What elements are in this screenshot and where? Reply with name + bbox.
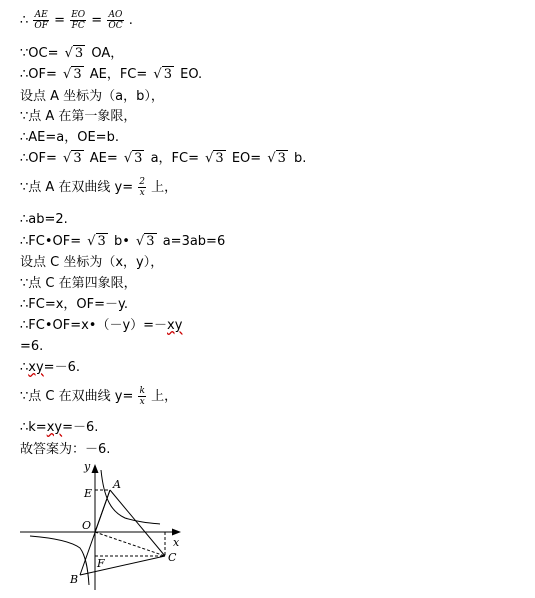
text-span: ∴OF=: [20, 67, 62, 82]
text-span: 故答案为：－6.: [20, 442, 111, 457]
sqrt-radicand: 3: [134, 151, 143, 166]
fraction-denominator: x: [139, 397, 145, 407]
text-span: =: [87, 13, 107, 28]
fraction-numerator: AE: [34, 10, 48, 20]
text-span: ∵点 C 在第四象限，: [20, 276, 137, 291]
underlined-term: xy: [167, 318, 183, 333]
text-span: ∴OF=: [20, 151, 62, 166]
text-span: EO=: [227, 151, 266, 166]
text-span: .: [124, 13, 133, 28]
sqrt-radical: √ 3: [153, 67, 172, 82]
fraction-numerator: 2: [139, 177, 146, 187]
text-span: =: [50, 13, 70, 28]
sqrt-radical: √ 3: [123, 151, 143, 166]
text-span: ∵OC=: [20, 46, 63, 61]
text-span: ∵点 A 在双曲线 y=: [20, 180, 138, 195]
fraction-numerator: k: [139, 386, 145, 396]
label-O: O: [82, 519, 92, 532]
text-span: =－6.: [62, 420, 99, 435]
text-span: EO.: [176, 67, 203, 82]
sqrt-radical: √ 3: [205, 151, 224, 166]
text-span: 上，: [147, 180, 178, 195]
fraction-denominator: x: [139, 188, 145, 198]
sqrt-radicand: 3: [73, 67, 82, 82]
text-span: ∵点 A 在第一象限，: [20, 109, 137, 124]
sqrt-radical: √ 3: [136, 234, 155, 249]
text-span: ∴AE=a，OE=b.: [20, 130, 119, 145]
text-span: b.: [289, 151, 307, 166]
text-span: ∴FC•OF=: [20, 234, 86, 249]
segment-AO: [95, 490, 110, 532]
sqrt-radicand: 3: [97, 234, 106, 249]
text-span: b•: [109, 234, 134, 249]
text-span: a，FC=: [146, 151, 204, 166]
label-y: y: [84, 460, 91, 473]
label-F: F: [97, 557, 105, 570]
fraction-numerator: EO: [71, 10, 86, 20]
underlined-term: xy: [46, 420, 63, 435]
label-A: A: [113, 478, 121, 491]
hyperbola-first-quadrant: [101, 470, 160, 524]
y-axis-arrow: [92, 464, 99, 473]
text-span: a=3ab=6: [158, 234, 226, 249]
text-span: 上，: [146, 389, 178, 404]
sqrt-radical: √ 3: [267, 151, 286, 166]
x-axis-arrow: [172, 529, 181, 536]
sqrt-radical: √ 3: [63, 151, 82, 166]
text-span: ∴FC•OF=x•（－y）=－: [20, 318, 168, 333]
hyperbola-second-quadrant: [30, 536, 89, 585]
fraction-denominator: OC: [108, 21, 123, 31]
label-x: x: [173, 536, 180, 549]
sqrt-radical: √ 3: [87, 234, 106, 249]
sqrt-radicand: 3: [146, 234, 155, 249]
sqrt-radicand: 3: [163, 67, 172, 82]
text-span: 设点 A 坐标为（a，b），: [20, 89, 164, 104]
text-span: ∴FC=x，OF=－y.: [20, 297, 128, 312]
text-span: ∵点 C 在双曲线 y=: [20, 389, 138, 404]
sqrt-radicand: 3: [74, 46, 84, 61]
text-span: AE，FC=: [85, 67, 152, 82]
label-E: E: [84, 487, 93, 500]
text-span: AE=: [85, 151, 122, 166]
fraction-denominator: FC: [71, 21, 85, 31]
text-span: ∴: [20, 13, 33, 28]
fraction-denominator: OF: [34, 21, 49, 31]
sqrt-radicand: 3: [215, 151, 224, 166]
sqrt-radical: √ 3: [64, 46, 84, 61]
underlined-term: xy: [28, 360, 44, 375]
sqrt-radicand: 3: [277, 151, 286, 166]
fraction-numerator: AO: [108, 10, 123, 20]
text-span: =－6.: [43, 360, 80, 375]
segment-BC: [80, 556, 165, 575]
segment-AC: [110, 490, 165, 556]
label-B: B: [70, 573, 79, 586]
text-span: ∴ab=2.: [20, 212, 68, 227]
sqrt-radicand: 3: [73, 151, 82, 166]
label-C: C: [168, 551, 177, 564]
text-span: 设点 C 坐标为（x，y），: [20, 255, 164, 270]
text-span: OA，: [87, 46, 124, 61]
text-span: ∴: [20, 360, 29, 375]
text-span: =6.: [20, 339, 44, 354]
sqrt-radical: √ 3: [63, 67, 82, 82]
text-span: ∴k=: [20, 420, 47, 435]
